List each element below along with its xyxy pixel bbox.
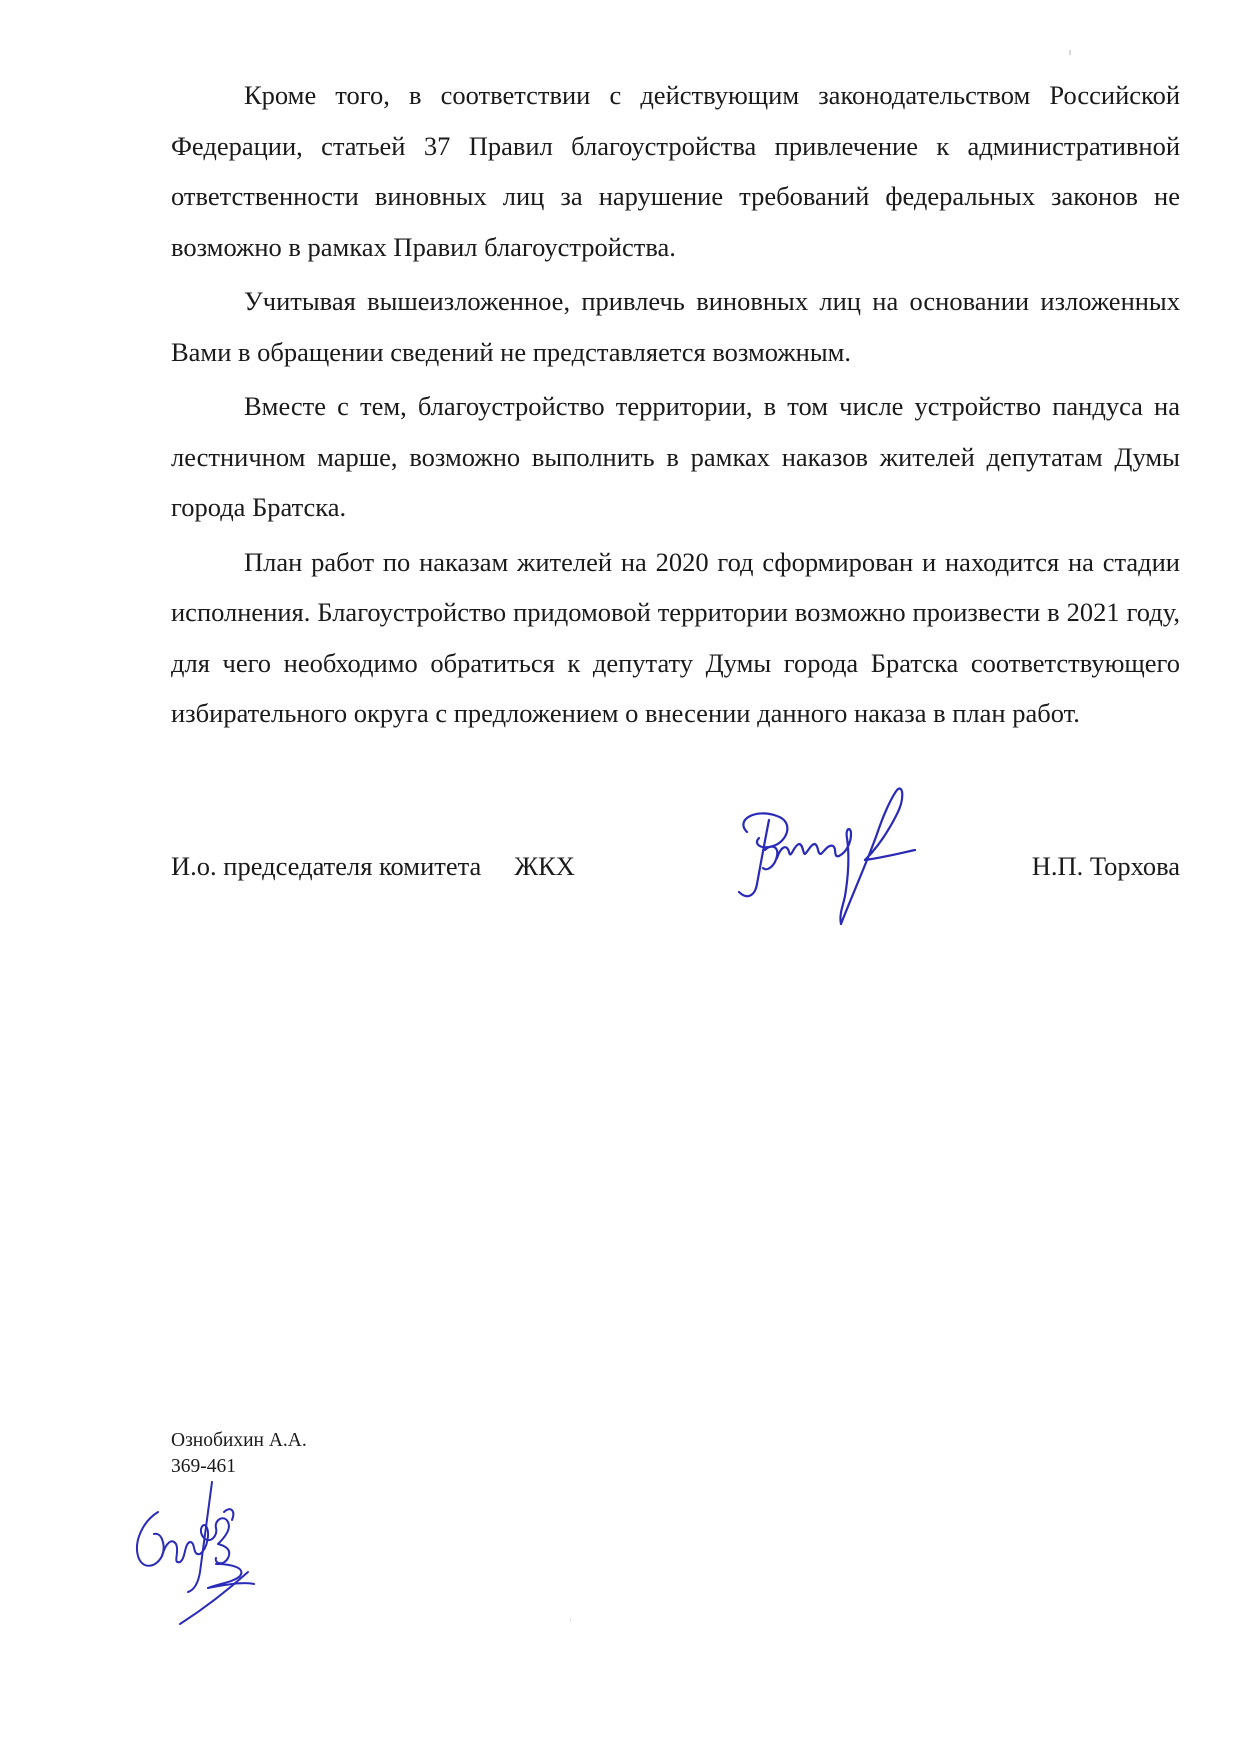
signature-row [171,846,1180,886]
executor-phone: 369-461 [171,1456,236,1477]
handwritten-initials-icon [128,1472,288,1632]
executor-name: Ознобихин А.А. [171,1430,307,1451]
handwritten-signature-icon [725,780,925,940]
signatory-name: Н.П. Торхова [1031,851,1180,881]
paragraph-4: План работ по наказам жителей на 2020 год сформирован и находится на стадии исполнения. Благоустройство придомовой территории возможно произвести в 2021 году, для чего необходимо обратиться к депутату Думы города Братска соответствующего избирательного округа с предложением о внесении данного наказа в план работ. [171,546,1180,728]
letter-body [171,70,1180,743]
scan-speck [570,1618,571,1622]
paragraph-1: Кроме того, в соответствии с действующим законодательством Российской Федерации, статьей 37 Правил благоустройства привлечение к административной ответственности виновных лиц за нарушение требований федеральных законов не возможно в рамках Правил благоустройства. [171,80,1180,262]
scan-speck [1069,50,1071,55]
signatory-position: И.о. председателя комитета ЖКХ [171,851,575,881]
paragraph-3: Вместе с тем, благоустройство территории, в том числе устройство пандуса на лестничном марше, возможно выполнить в рамках наказов жителей депутатам Думы города Братска. [171,391,1180,522]
paragraph-2: Учитывая вышеизложенное, привлечь виновных лиц на основании изложенных Вами в обращении сведений не представляется возможным. [171,286,1180,367]
